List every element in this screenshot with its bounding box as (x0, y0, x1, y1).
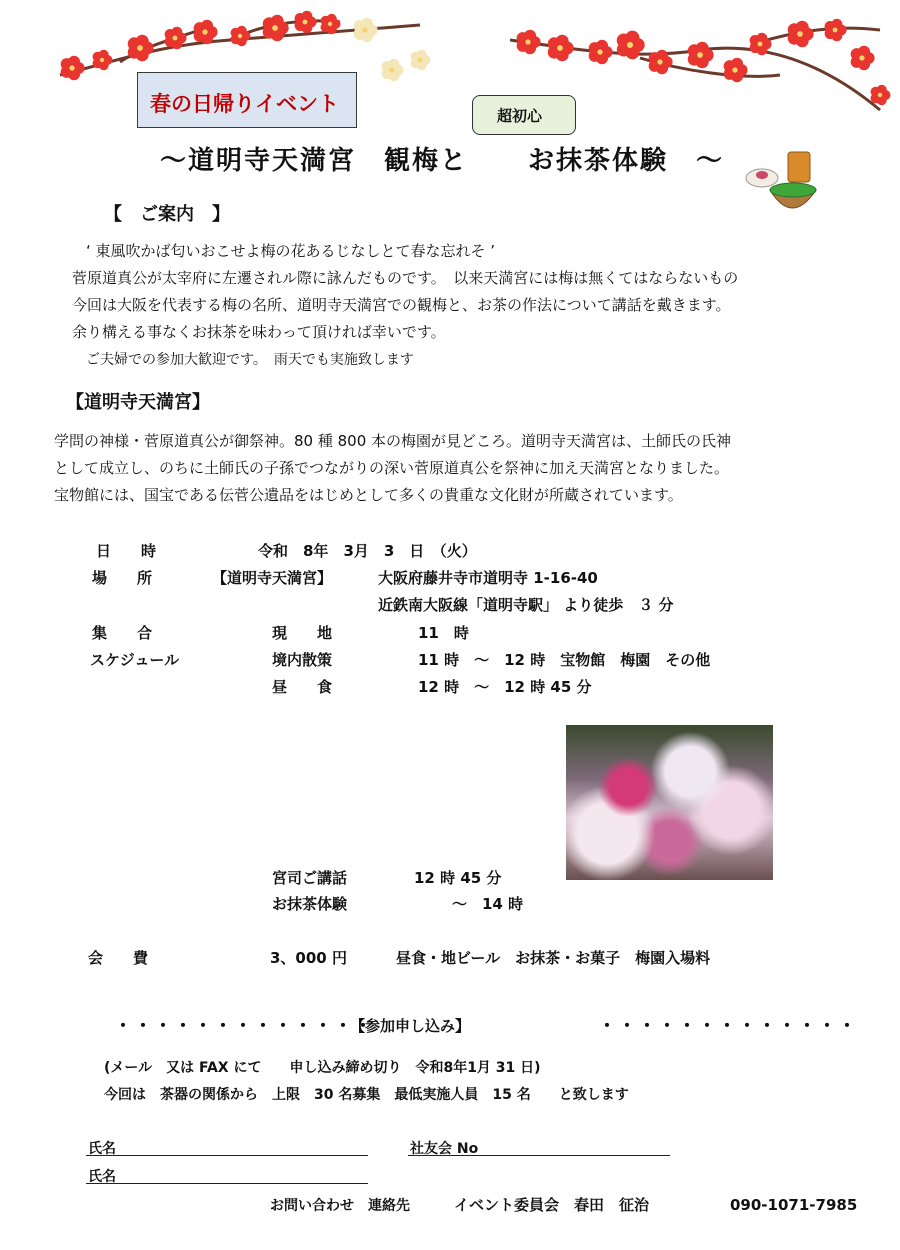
schedule-time: 12 時 ～ 12 時 45 分 (418, 678, 592, 696)
fee-includes: 昼食・地ビール お抹茶・お菓子 梅園入場料 (396, 949, 711, 967)
blossom (354, 18, 378, 43)
matcha-tea-icon (742, 148, 824, 223)
blossom (724, 58, 748, 83)
place-access: 近鉄南大阪線「道明寺駅」 より徒歩 ３ 分 (378, 596, 674, 614)
dots-left: ・・・・・・・・・・・・・ (114, 1016, 374, 1037)
name-label-2: 氏名 (88, 1169, 116, 1185)
fee-value: 3、000 円 (270, 949, 347, 967)
blossom (382, 59, 404, 82)
shrine-line: 学問の神様・菅原道真公が御祭神。80 種 800 本の梅園が見どころ。道明寺天満宮は、土師氏の氏神 (54, 432, 732, 450)
name-field-line[interactable] (86, 1155, 368, 1156)
fee-label: 会 費 (88, 949, 149, 967)
member-no-label: 社友会 No (410, 1141, 479, 1157)
beginner-label: 超初心 (497, 107, 543, 125)
schedule-item: 昼 食 (272, 678, 333, 696)
date-value: 令和 8年 3月 3 日 （火） (258, 542, 477, 560)
intro-line: ご夫婦での参加大歓迎です。 雨天でも実施致します (86, 352, 414, 368)
schedule-time: 12 時 45 分 (414, 869, 502, 887)
blossom (788, 21, 814, 48)
schedule-time: 11 時 ～ 12 時 宝物館 梅園 その他 (418, 651, 711, 669)
blossom (263, 15, 289, 42)
blossom (128, 35, 154, 62)
blossom (231, 26, 251, 46)
blossom (851, 46, 875, 71)
blossom (871, 85, 891, 105)
blossom (93, 50, 113, 70)
place-address: 大阪府藤井寺市道明寺 1-16-40 (378, 569, 598, 587)
schedule-item: お抹茶体験 (272, 895, 348, 913)
apply-line: 今回は 茶器の関係から 上限 30 名募集 最低実施人員 15 名 と致します (104, 1087, 629, 1103)
apply-line: (メール 又は FAX にて 申し込み締め切り 令和8年1月 31 日) (104, 1060, 541, 1076)
meet-where: 現 地 (272, 624, 333, 642)
apply-heading: 【参加申し込み】 (350, 1017, 471, 1035)
meet-label: 集 合 (92, 624, 153, 642)
member-no-field-line[interactable] (408, 1155, 670, 1156)
blossom (589, 40, 613, 65)
place-name: 【道明寺天満宮】 (212, 569, 333, 587)
blossom (517, 30, 541, 55)
schedule-time: ～ 14 時 (452, 895, 524, 913)
blossom (61, 56, 85, 81)
blossom (295, 11, 317, 34)
schedule-label: スケジュール (90, 651, 180, 669)
meet-time: 11 時 (418, 624, 469, 642)
blossom (411, 50, 431, 70)
blossom (548, 35, 574, 62)
plum-blossom-decoration (0, 0, 900, 130)
shrine-heading: 【道明寺天満宮】 (66, 392, 210, 413)
intro-heading: 【 ご案内 】 (104, 204, 230, 225)
title-right: お抹茶体験 ～ (528, 146, 725, 176)
name-label: 氏名 (88, 1141, 116, 1157)
title-left: ～道明寺天満宮 観梅と (160, 146, 469, 176)
contact-label: お問い合わせ 連絡先 (270, 1198, 410, 1214)
intro-line: 今回は大阪を代表する梅の名所、道明寺天満宮での観梅と、お茶の作法について講話を戴きます。 (72, 296, 731, 314)
poem-line: ‘ 東風吹かば匂いおこせよ梅の花あるじなしとて春な忘れそ ’ (86, 242, 496, 260)
place-label: 場 所 (92, 569, 153, 587)
shrine-line: として成立し、のちに土師氏の子孫でつながりの深い菅原道真公を祭神に加え天満宮となりました。 (54, 459, 730, 477)
shrine-line: 宝物館には、国宝である伝菅公遺品をはじめとして多くの貴重な文化財が所蔵されています。 (54, 486, 683, 504)
contact-phone: 090-1071-7985 (730, 1196, 858, 1214)
schedule-item: 宮司ご講話 (272, 869, 348, 887)
intro-line: 余り構える事なくお抹茶を味わって頂ければ幸いです。 (72, 323, 446, 341)
event-tag: 春の日帰りイベント (150, 92, 339, 116)
contact-org: イベント委員会 春田 征治 (454, 1196, 650, 1214)
schedule-item: 境内散策 (272, 651, 333, 669)
blossom (688, 42, 714, 69)
date-label: 日 時 (96, 542, 157, 560)
blossom (825, 19, 847, 42)
plum-garden-photo (566, 725, 773, 880)
dots-right: ・・・・・・・・・・・・・ (598, 1016, 858, 1037)
name-field-line-2[interactable] (86, 1183, 368, 1184)
intro-line: 菅原道真公が太宰府に左遷されル際に詠んだものです。 以来天満宮には梅は無くてはならないもの (72, 269, 739, 287)
